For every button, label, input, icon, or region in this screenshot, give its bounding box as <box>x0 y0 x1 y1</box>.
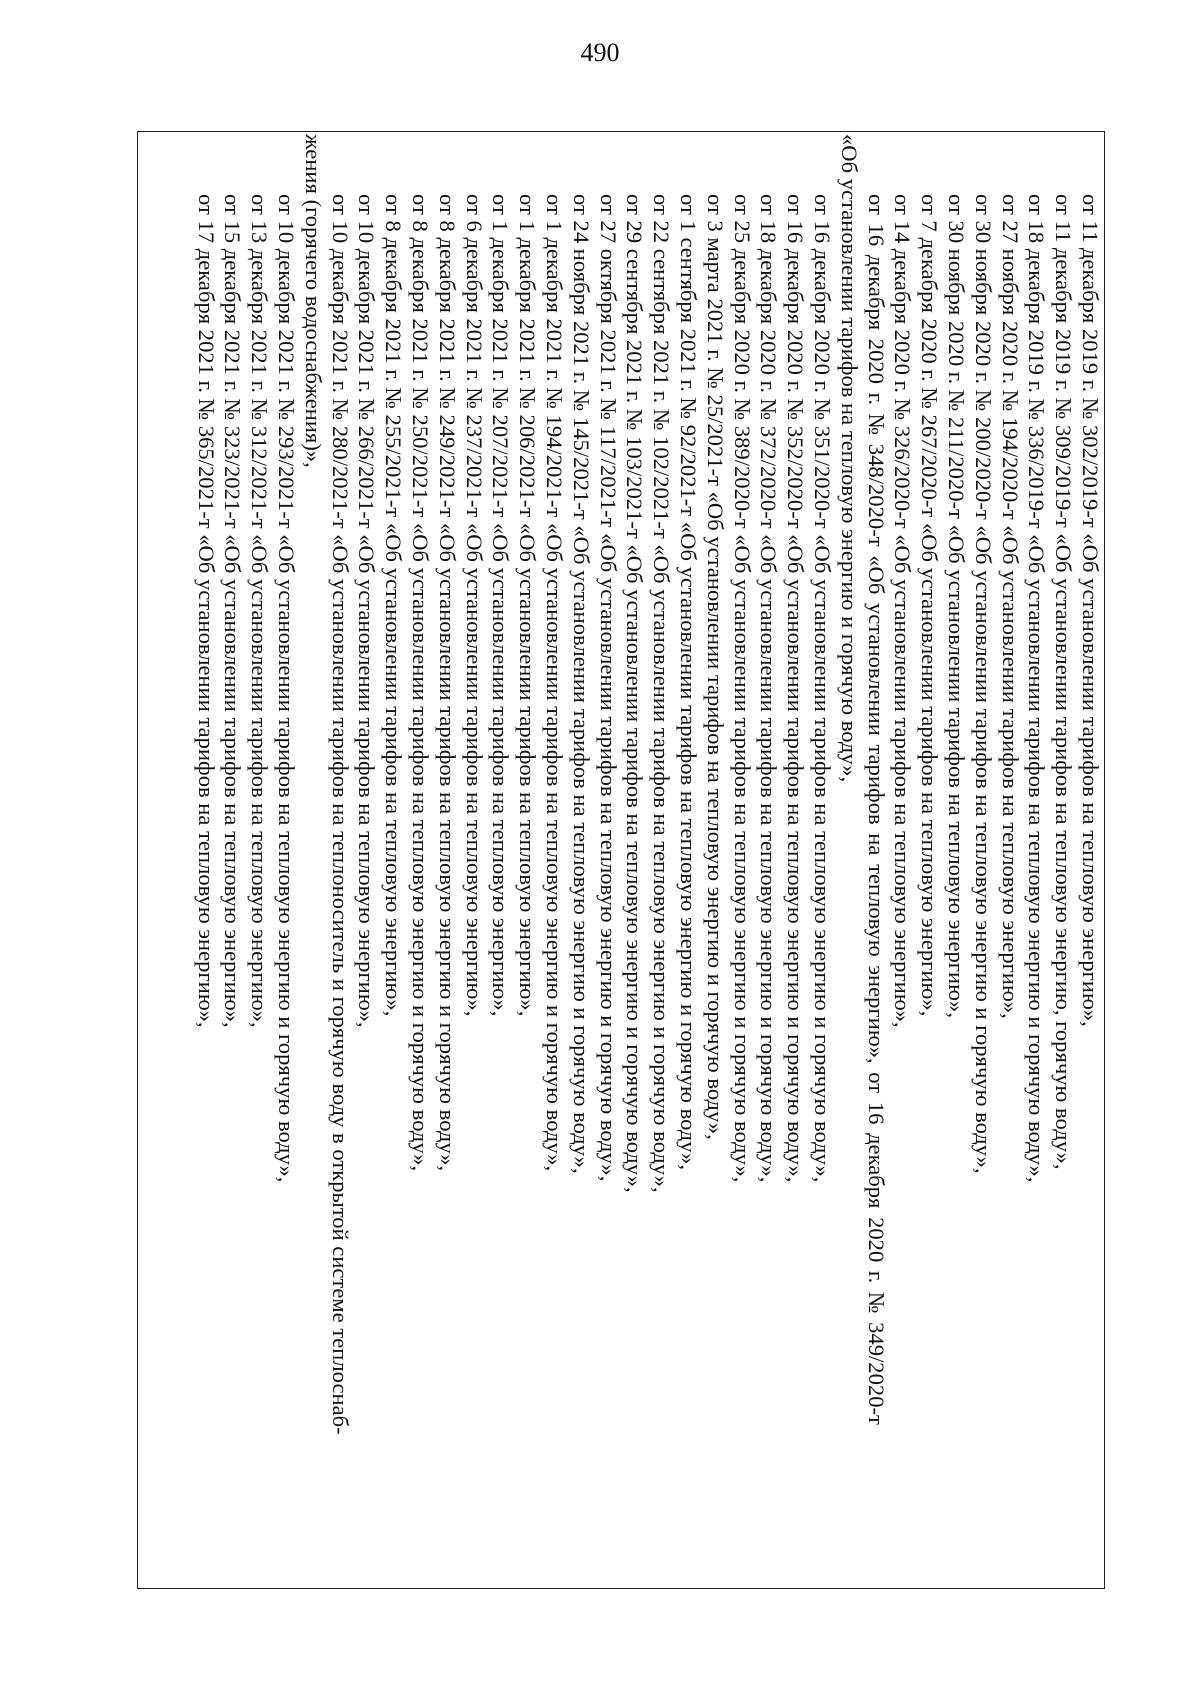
list-item: от 10 декабря 2021 г. № 280/2021-т «Об установлении тарифов на теплоноситель и горячую воду в открытой системе теплоснаб- <box>327 194 353 1435</box>
list-item: от 16 декабря 2020 г. № 348/2020-т «Об установлении тарифов на тепловую энергию», от 16 декабря 2020 г. № 349/2020-т <box>863 194 889 1425</box>
list-item: от 27 ноября 2020 г. № 194/2020-т «Об установлении тарифов на тепловую энергию», <box>997 194 1023 1019</box>
list-item: от 10 декабря 2021 г. № 293/2021-т «Об установлении тарифов на тепловую энергию и горячую воду», <box>274 194 300 1183</box>
resolution-list <box>192 134 1103 1576</box>
list-item: от 7 декабря 2020 г. № 267/2020-т «Об установлении тарифов на тепловую энергию», <box>917 194 943 1017</box>
list-item: от 11 декабря 2019 г. № 302/2019-т «Об установлении тарифов на тепловую энергию», <box>1078 194 1103 1027</box>
list-item: от 14 декабря 2020 г. № 326/2020-т «Об установлении тарифов на тепловую энергию», <box>890 194 916 1028</box>
list-item: от 8 декабря 2021 г. № 255/2021-т «Об установлении тарифов на тепловую энергию», <box>381 194 407 1017</box>
list-item: от 15 декабря 2021 г. № 323/2021-т «Об установлении тарифов на тепловую энергию», <box>220 194 246 1028</box>
list-item: от 13 декабря 2021 г. № 312/2021-т «Об установлении тарифов на тепловую энергию», <box>247 194 273 1028</box>
list-item: от 24 ноября 2021 г. № 145/2021-т «Об установлении тарифов на тепловую энергию и горячую воду», <box>568 194 594 1174</box>
list-item: от 25 декабря 2020 г. № 389/2020-т «Об установлении тарифов на тепловую энергию и горячую воду», <box>729 194 755 1183</box>
list-item: от 29 сентября 2021 г. № 103/2021-т «Об установлении тарифов на тепловую энергию и горячую воду», <box>622 194 648 1193</box>
list-item: от 8 декабря 2021 г. № 249/2021-т «Об установлении тарифов на тепловую энергию и горячую воду», <box>434 194 460 1172</box>
list-item: от 1 декабря 2021 г. № 206/2021-т «Об установлении тарифов на тепловую энергию», <box>515 194 541 1017</box>
list-item: от 8 декабря 2021 г. № 250/2021-т «Об установлении тарифов на тепловую энергию и горячую воду», <box>408 194 434 1172</box>
rotated-text-area <box>138 132 1105 1589</box>
list-item: от 1 сентября 2021 г. № 92/2021-т «Об установлении тарифов на тепловую энергию и горячую воду», <box>676 194 702 1171</box>
list-item: от 6 декабря 2021 г. № 237/2021-т «Об установлении тарифов на тепловую энергию», <box>461 194 487 1017</box>
list-item: от 1 декабря 2021 г. № 194/2021-т «Об установлении тарифов на тепловую энергию и горячую воду», <box>542 194 568 1172</box>
list-item: от 27 октября 2021 г. № 117/2021-т «Об установлении тарифов на тепловую энергию и горячую воду», <box>595 194 621 1182</box>
list-item: от 18 декабря 2020 г. № 372/2020-т «Об установлении тарифов на тепловую энергию и горячую воду», <box>756 194 782 1183</box>
list-item: от 3 марта 2021 г. № 25/2021-т «Об установлении тарифов на тепловую энергию и горячую воду», <box>702 194 728 1140</box>
page-number: 490 <box>580 38 620 67</box>
list-item: от 30 ноября 2020 г. № 200/2020-т «Об установлении тарифов на тепловую энергию и горячую воду», <box>970 194 996 1174</box>
list-item: от 16 декабря 2020 г. № 351/2020-т «Об установлении тарифов на тепловую энергию и горячую воду», <box>810 194 836 1183</box>
list-item: от 18 декабря 2019 г. № 336/2019-т «Об установлении тарифов на тепловую энергию и горячую воду», <box>1024 194 1050 1183</box>
list-item: от 1 декабря 2021 г. № 207/2021-т «Об установлении тарифов на тепловую энергию», <box>488 194 514 1017</box>
list-item: от 22 сентября 2021 г. № 102/2021-т «Об установлении тарифов на тепловую энергию и горячую воду», <box>649 194 675 1193</box>
list-item-continuation: «Об установлении тарифов на тепловую энергию и горячую воду», <box>836 134 862 783</box>
list-item: от 17 декабря 2021 г. № 365/2021-т «Об установлении тарифов на тепловую энергию», <box>193 194 219 1028</box>
document-frame <box>137 131 1105 1589</box>
list-item-continuation: жения (горячего водоснабжения)», <box>300 134 326 468</box>
list-item: от 10 декабря 2021 г. № 266/2021-т «Об установлении тарифов на тепловую энергию», <box>354 194 380 1028</box>
list-item: от 30 ноября 2020 г. № 211/2020-т «Об установлении тарифов на тепловую энергию», <box>944 194 970 1018</box>
list-item: от 16 декабря 2020 г. № 352/2020-т «Об установлении тарифов на тепловую энергию и горячую воду», <box>783 194 809 1183</box>
list-item: от 11 декабря 2019 г. № 309/2019-т «Об установлении тарифов на тепловую энергию, горячую воду», <box>1051 194 1077 1170</box>
